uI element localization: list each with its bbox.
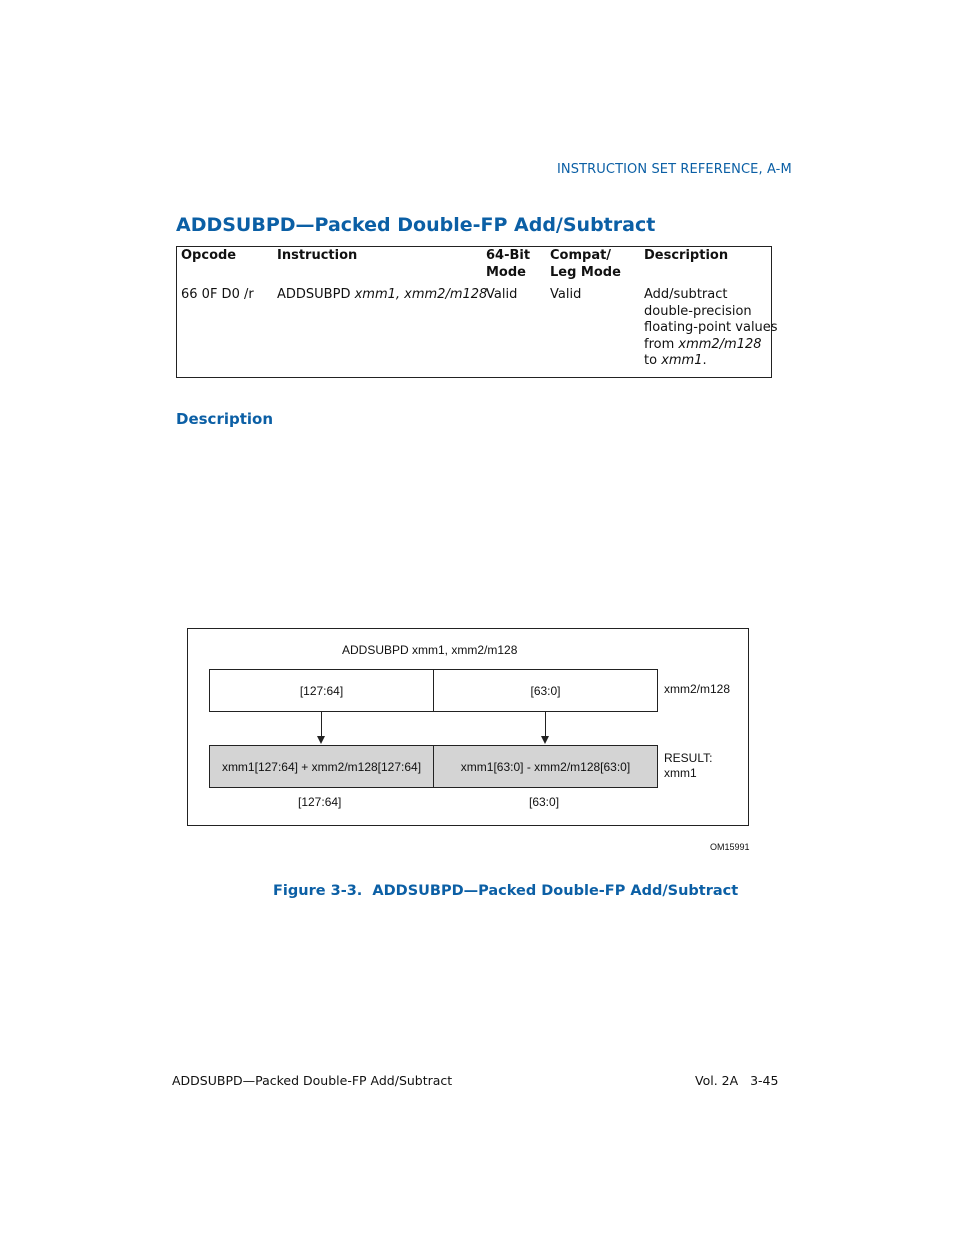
figure-diagram [187,628,749,826]
section-heading: Description [176,410,274,428]
result-low-label: xmm1[63:0] - xmm2/m128[63:0] [460,759,631,774]
figure-id: OM15991 [710,842,750,852]
source-register-label: xmm2/m128 [664,682,731,696]
header-compat-line1: Compat/ [550,248,612,263]
desc-line [644,353,778,370]
opcode-table [176,246,778,378]
arrow-down-icon [541,736,549,744]
header-64bit-line1: 64-Bit [486,248,531,263]
source-low-label: [63:0] [530,683,561,698]
footer-title: ADDSUBPD—Packed Double-FP Add/Subtract [172,1073,453,1088]
desc-operand: xmm1 [661,353,703,368]
header-instruction: Instruction [277,248,358,263]
header-description: Description [644,248,729,263]
source-high-label: [127:64] [299,683,344,698]
bottom-low-label: [63:0] [529,795,560,809]
header-compat-mode [550,248,621,281]
footer-page-number: Vol. 2A 3-45 [695,1073,779,1088]
result-label-line2: xmm1 [664,766,697,780]
header-compat-line2: Leg Mode [550,264,621,280]
running-header: INSTRUCTION SET REFERENCE, A-M [557,162,792,177]
figure-caption: Figure 3-3. ADDSUBPD—Packed Double-FP Add/Subtract [273,883,739,899]
desc-text: . [702,353,707,368]
instruction-mnemonic: ADDSUBPD [277,287,355,302]
desc-operand: xmm2/m128 [678,336,762,352]
row-description [644,287,778,370]
header-64bit-line2: Mode [486,264,526,280]
row-opcode: 66 0F D0 /r [181,287,254,302]
bottom-high-label: [127:64] [298,795,342,809]
header-opcode: Opcode [181,248,237,263]
desc-line [644,337,778,354]
instruction-operands: xmm1, xmm2/m128 [354,287,488,302]
desc-text: to [644,353,662,368]
arrow-down-icon [317,736,325,744]
result-label-line1: RESULT: [664,751,713,765]
row-instruction [277,287,487,304]
result-high-box [209,745,434,788]
header-64bit-mode [486,248,530,281]
desc-text: from [644,336,679,352]
desc-line: Add/subtract [644,287,728,302]
row-compat-mode: Valid [550,287,582,302]
desc-line: double-precision [644,303,752,319]
figure-title: ADDSUBPD xmm1, xmm2/m128 [342,643,518,657]
result-low-box [433,745,658,788]
row-64bit-mode: Valid [486,287,518,302]
desc-line: floating-point values [644,320,778,335]
source-low-box [433,669,658,712]
arrow-low-line [545,712,546,737]
source-high-box [209,669,434,712]
result-high-label: xmm1[127:64] + xmm2/m128[127:64] [221,759,422,774]
arrow-high-line [321,712,322,737]
page-title: ADDSUBPD—Packed Double-FP Add/Subtract [176,214,656,236]
result-register-label [664,751,712,781]
